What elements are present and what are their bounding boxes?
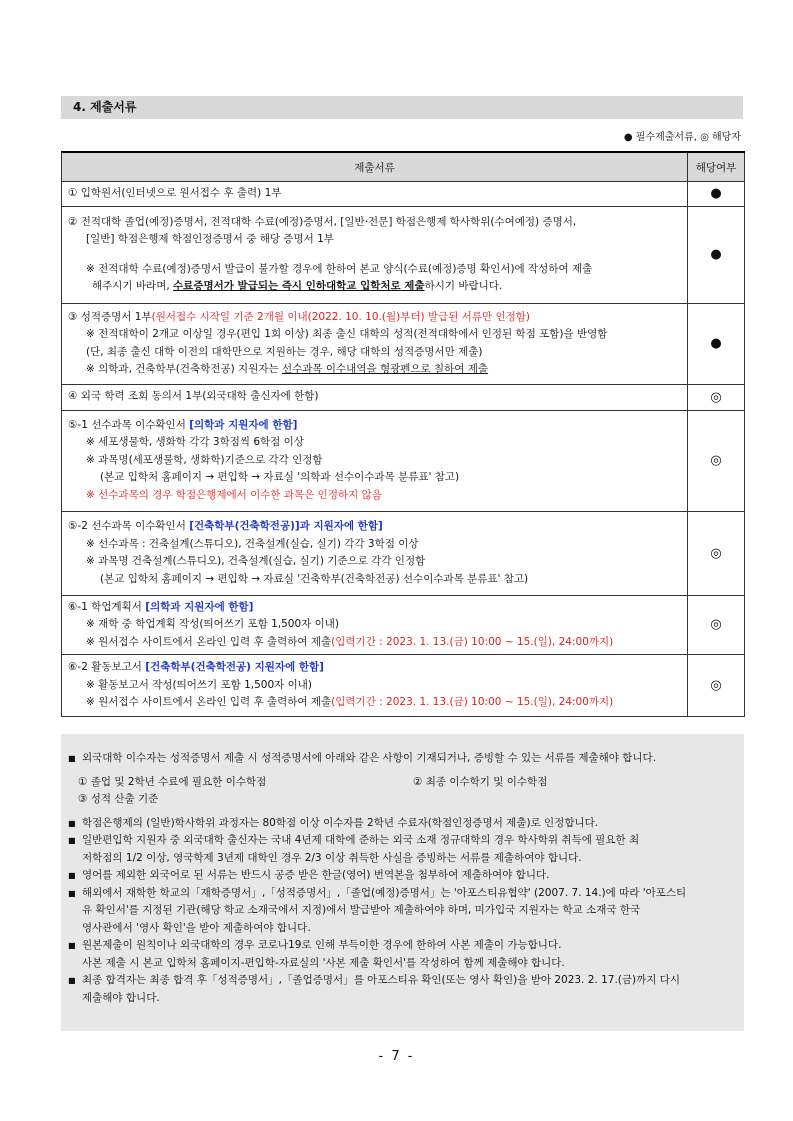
note-item-cont: 사본 제출 시 본교 입학처 홈페이지-편입학-자료실의 '사본 제출 확인서'를 작성하여 함께 제출해야 합니다. — [82, 956, 565, 969]
note-item: ■ 영어를 제외한 외국어로 된 서류는 반드시 공증 받은 한글(영어) 번역본을 첨부하여 제출하여야 합니다. — [68, 869, 550, 881]
table-row — [62, 655, 745, 717]
row-emphasis: 수료증명서가 발급되는 즉시 인하대학교 입학처로 제출 — [173, 280, 425, 292]
row-note: (단, 최종 출신 대학 이전의 대학만으로 지원하는 경우, 해당 대학의 성적증명서만 제출) — [86, 345, 483, 358]
required-mark: ● — [688, 206, 745, 303]
page-number: - 7 - — [378, 1049, 415, 1064]
row-note: ※ 과목명 건축설계(스튜디오), 건축설계(실습, 실기) 기준으로 각각 인정함 — [86, 555, 426, 567]
row-text: ⑤-2 선수과목 이수확인서 — [68, 520, 186, 532]
row-highlight: (원서접수 시작일 기준 2개월 이내(2022. 10. 10.(월)부터) 발급된 서류만 인정함) — [151, 310, 530, 323]
note-subitem: ② 최종 이수학기 및 이수학점 — [413, 775, 548, 788]
note-item-cont: 영사관에서 '영사 확인'을 받아 제출하여야 합니다. — [82, 921, 311, 934]
note-item: ■ 일반편입학 지원자 중 외국대학 출신자는 국내 4년제 대학에 준하는 외국 소재 정규대학의 경우 학사학위 취득에 필요한 최 — [68, 834, 640, 846]
table-row — [62, 595, 745, 655]
row-text: ④ 외국 학력 조회 동의서 1부(외국대학 출신자에 한함) — [68, 390, 319, 403]
row-underline: 선수과목 이수내역을 형광펜으로 칠하여 제출 — [281, 363, 489, 375]
note-item: ■ 학점은행제의 (일반)학사학위 과정자는 80학점 이상 이수자를 2학년 수료자(학점인정증명서 제출)로 인정합니다. — [68, 816, 599, 829]
row-text: ① 입학원서(인터넷으로 원서접수 후 출력) 1부 — [68, 187, 282, 199]
note-item-cont: 제출해야 합니다. — [82, 991, 160, 1004]
section-title: 4. 제출서류 — [61, 96, 743, 119]
table-row — [62, 384, 745, 410]
header-mark: 해당여부 — [688, 152, 745, 182]
row-note: (본교 입학처 홈페이지 → 편입학 → 자료실 '의학과 선수이수과목 분류표' 참고) — [100, 471, 460, 484]
table-header — [62, 152, 745, 182]
header-docs: 제출서류 — [62, 152, 688, 182]
note-subitem: ① 졸업 및 2학년 수료에 필요한 이수학점 — [78, 775, 267, 788]
required-mark: ● — [688, 303, 745, 384]
table-row — [62, 303, 745, 384]
legend: ● 필수제출서류, ◎ 해당자 — [623, 132, 741, 143]
row-note: ※ 원서접수 사이트에서 온라인 입력 후 출력하여 제출 — [86, 696, 332, 709]
required-mark: ● — [688, 182, 745, 207]
table-row — [62, 182, 745, 207]
optional-mark: ◎ — [688, 595, 745, 655]
row-note: ※ 원서접수 사이트에서 온라인 입력 후 출력하여 제출 — [86, 635, 332, 648]
row-note: ※ 의학과, 건축학부(건축학전공) 지원자는 — [86, 363, 279, 375]
table-row — [62, 410, 745, 511]
row-target: [건축학부(건축학전공) 지원자에 한함] — [145, 661, 324, 674]
row-note: ※ 세포생물학, 생화학 각각 3학점씩 6학점 이상 — [86, 436, 304, 449]
row-note: ※ 재학 중 학업계획 작성(띄어쓰기 포함 1,500자 이내) — [86, 618, 339, 630]
documents-table — [61, 151, 745, 717]
notes-box — [61, 734, 744, 1031]
table-row — [62, 511, 745, 595]
optional-mark: ◎ — [688, 655, 745, 717]
note-item: ■ 최종 합격자는 최종 합격 후「성적증명서」,「졸업증명서」를 아포스티유 확인(또는 영사 확인)을 받아 2023. 2. 17.(금)까지 다시 — [68, 974, 681, 986]
row-text: ③ 성적증명서 1부 — [68, 310, 152, 323]
optional-mark: ◎ — [688, 410, 745, 511]
row-note: ※ 활동보고서 작성(띄어쓰기 포함 1,500자 이내) — [86, 678, 313, 691]
row-note: ※ 전적대학이 2개교 이상일 경우(편입 1회 이상) 최종 출신 대학의 성적(전적대학에서 인정된 학점 포함)을 반영함 — [86, 328, 608, 340]
row-note: ※ 과목명(세포생물학, 생화학)기준으로 각각 인정함 — [86, 453, 323, 466]
row-highlight: (입력기간 : 2023. 1. 13.(금) 10:00 ~ 15.(일), 24:00까지) — [331, 696, 614, 709]
note-subitem: ③ 성적 산출 기준 — [78, 793, 159, 805]
row-target: [의학과 지원자에 한함] — [189, 418, 298, 431]
optional-mark: ◎ — [688, 384, 745, 410]
note-item: ■ 원본제출이 원칙이나 외국대학의 경우 코로나19로 인해 부득이한 경우에 한하여 사본 제출이 가능합니다. — [68, 939, 562, 951]
row-note: 하시기 바랍니다. — [424, 280, 503, 292]
row-highlight: (입력기간 : 2023. 1. 13.(금) 10:00 ~ 15.(일), 24:00까지) — [331, 635, 614, 648]
note-subitems — [68, 774, 730, 792]
row-note: 해주시기 바라며, — [92, 280, 170, 292]
row-note: ※ 선수과목 : 건축설계(스튜디오), 건축설계(실습, 실기) 각각 3학점 이상 — [86, 537, 419, 550]
row-text: ⑤-1 선수과목 이수확인서 — [68, 418, 186, 431]
row-note: ※ 전적대학 수료(예정)증명서 발급이 불가할 경우에 한하여 본교 양식(수료(예정)증명 확인서)에 작성하여 제출 — [86, 262, 593, 275]
optional-mark: ◎ — [688, 511, 745, 595]
row-text: [일반] 학점은행제 학점인정증명서 중 해당 증명서 1부 — [86, 233, 334, 245]
table-row — [62, 206, 745, 303]
note-item: ■ 외국대학 이수자는 성적증명서 제출 시 성적증명서에 아래와 같은 사항이 기재되거나, 증빙할 수 있는 서류를 제출해야 합니다. — [68, 752, 657, 764]
note-item-cont: 유 확인서'를 지정된 기관(해당 학교 소재국에서 지정)에서 발급받아 제출하여야 하며, 미가입국 지원자는 학교 소재국 한국 — [82, 904, 641, 916]
row-text: ② 전적대학 졸업(예정)증명서, 전적대학 수료(예정)증명서, [일반·전문] 학점은행제 학사학위(수여예정) 증명서, — [68, 215, 577, 228]
row-target: [건축학부(건축학전공)]과 지원자에 한함] — [189, 520, 383, 532]
row-text: ⑥-1 학업계획서 — [68, 600, 142, 613]
row-note: (본교 입학처 홈페이지 → 편입학 → 자료실 '건축학부(건축학전공) 선수이수과목 분류표' 참고) — [100, 572, 529, 585]
note-item-cont: 저학점의 1/2 이상, 영국학제 3년제 대학인 경우 2/3 이상 취득한 사실을 증빙하는 서류를 제출하여야 합니다. — [82, 851, 582, 864]
row-text: ⑥-2 활동보고서 — [68, 661, 142, 674]
row-target: [의학과 지원자에 한함] — [145, 600, 254, 613]
note-item: ■ 해외에서 재학한 학교의「재학증명서」,「성적증명서」,「졸업(예정)증명서」는 '아포스티유협약' (2007. 7. 14.)에 따라 '아포스티 — [68, 886, 687, 899]
row-warning: ※ 선수과목의 경우 학점은행제에서 이수한 과목은 인정하지 않음 — [86, 488, 382, 501]
